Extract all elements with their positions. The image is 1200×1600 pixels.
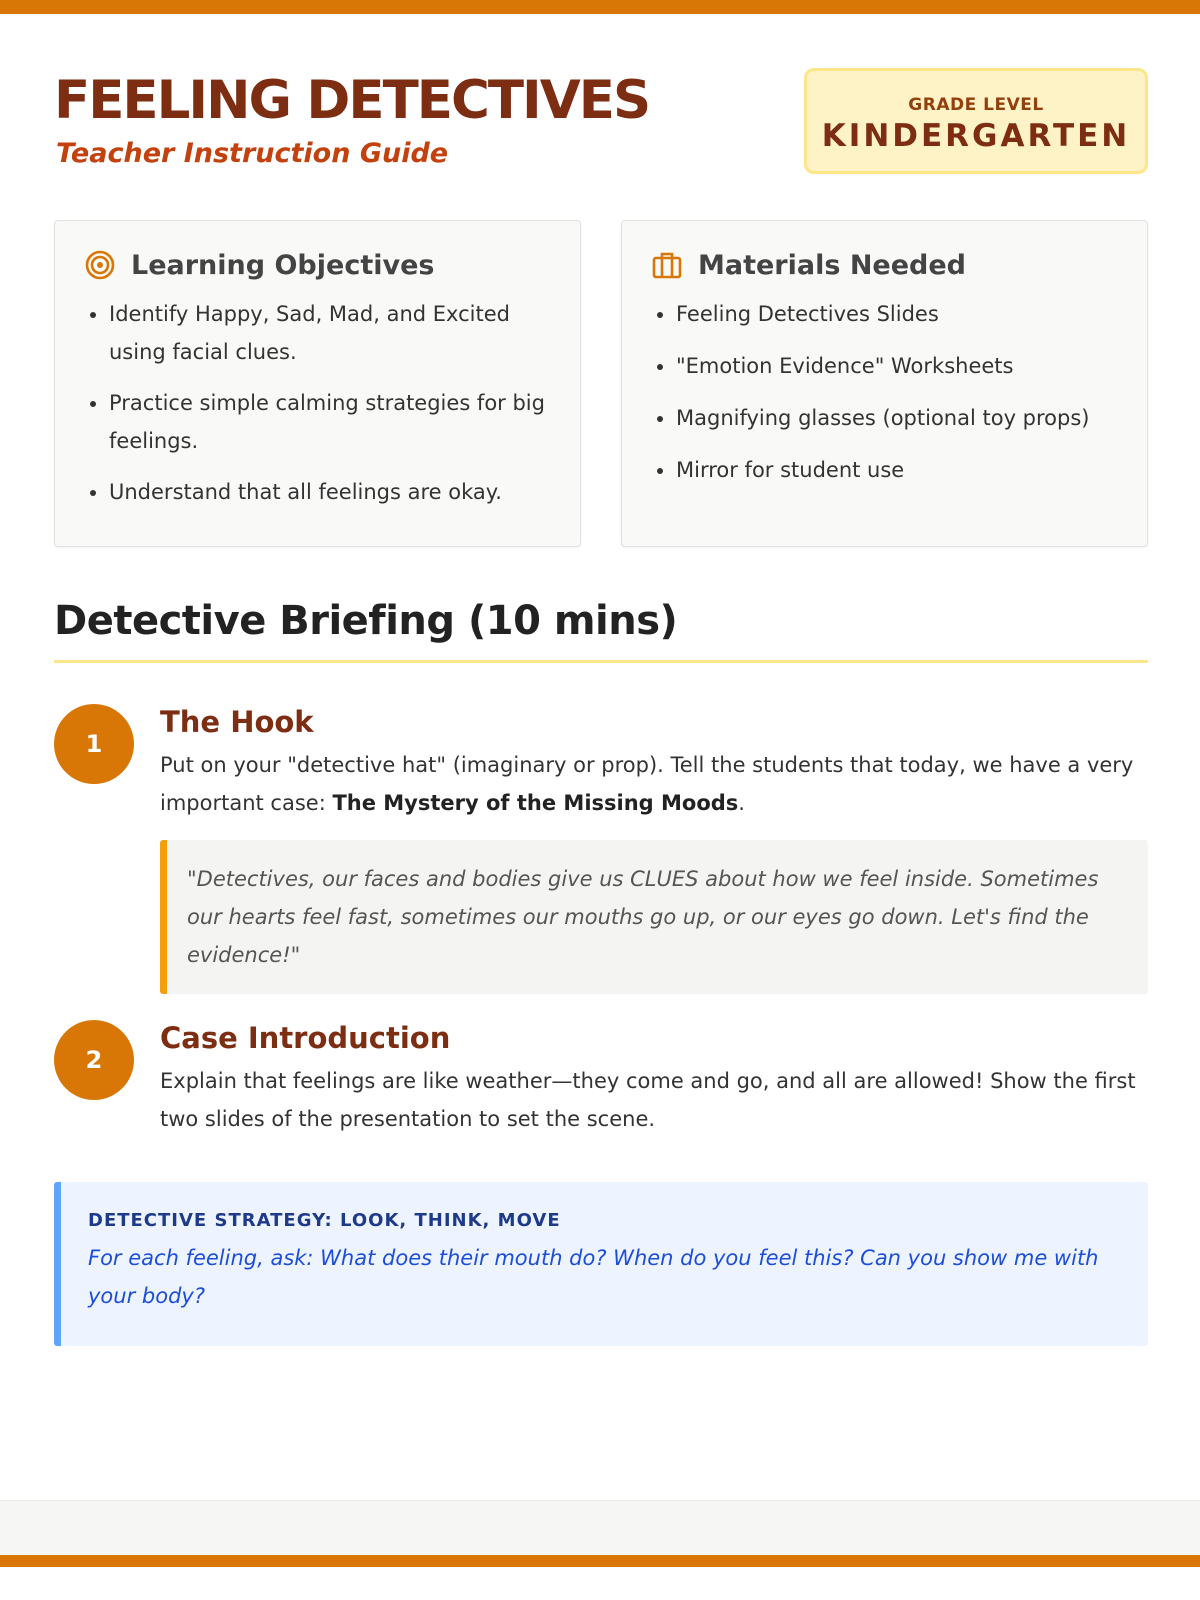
briefcase-icon	[650, 248, 684, 282]
bottom-accent-bar	[0, 1555, 1200, 1567]
page-subtitle: Teacher Instruction Guide	[56, 138, 449, 169]
strategy-label: DETECTIVE STRATEGY: LOOK, THINK, MOVE	[88, 1210, 561, 1231]
list-item: • Practice simple calming strategies for big feelings.	[109, 384, 556, 460]
step-number-badge: 2	[54, 1020, 134, 1100]
teacher-script-quote: "Detectives, our faces and bodies give us CLUES about how we feel inside. Sometimes our hearts feel fast, sometimes our mouths go up, or our eyes go down. Let's find the evidence!"	[160, 840, 1148, 994]
step-text	[160, 746, 1148, 822]
top-accent-bar	[0, 0, 1200, 14]
strategy-text: For each feeling, ask: What does their mouth do? When do you feel this? Can you show me with your body?	[88, 1246, 1099, 1308]
materials-needed-list	[650, 295, 1123, 489]
page-title: FEELING DETECTIVES	[54, 70, 650, 131]
footer-band	[0, 1500, 1200, 1556]
materials-needed-card	[621, 220, 1148, 547]
step-number-badge: 1	[54, 704, 134, 784]
detective-strategy-callout	[54, 1182, 1148, 1346]
list-item: • "Emotion Evidence" Worksheets	[676, 347, 1123, 385]
step-body	[160, 702, 1148, 994]
step-text: Explain that feelings are like weather—they come and go, and all are allowed! Show the first two slides of the presentation to set the scene.	[160, 1069, 1136, 1131]
learning-objectives-list	[83, 295, 556, 511]
header	[54, 66, 1148, 186]
learning-objectives-card	[54, 220, 581, 547]
list-item: • Understand that all feelings are okay.	[109, 473, 556, 511]
list-item: • Magnifying glasses (optional toy props)	[676, 399, 1123, 437]
step-text-end: .	[738, 791, 745, 815]
target-icon	[83, 248, 117, 282]
materials-needed-title: Materials Needed	[698, 249, 967, 281]
grade-level-value: KINDERGARTEN	[821, 118, 1131, 154]
section-divider	[54, 660, 1148, 663]
materials-needed-header	[650, 247, 1123, 283]
grade-level-badge	[804, 68, 1148, 174]
step-title: Case Introduction	[160, 1021, 451, 1055]
step-body	[160, 1018, 1148, 1138]
grade-level-label: GRADE LEVEL	[908, 95, 1044, 115]
detective-briefing-heading: Detective Briefing (10 mins)	[54, 598, 678, 644]
learning-objectives-title: Learning Objectives	[131, 249, 435, 281]
list-item: • Mirror for student use	[676, 451, 1123, 489]
list-item: • Identify Happy, Sad, Mad, and Excited using facial clues.	[109, 295, 556, 371]
list-item: • Feeling Detectives Slides	[676, 295, 1123, 333]
step-title: The Hook	[160, 705, 314, 739]
learning-objectives-header	[83, 247, 556, 283]
step-text-intro: Put on your "detective hat" (imaginary or prop). Tell the students that today, we have a very important case:	[160, 753, 1134, 815]
case-name: The Mystery of the Missing Moods	[332, 791, 739, 815]
